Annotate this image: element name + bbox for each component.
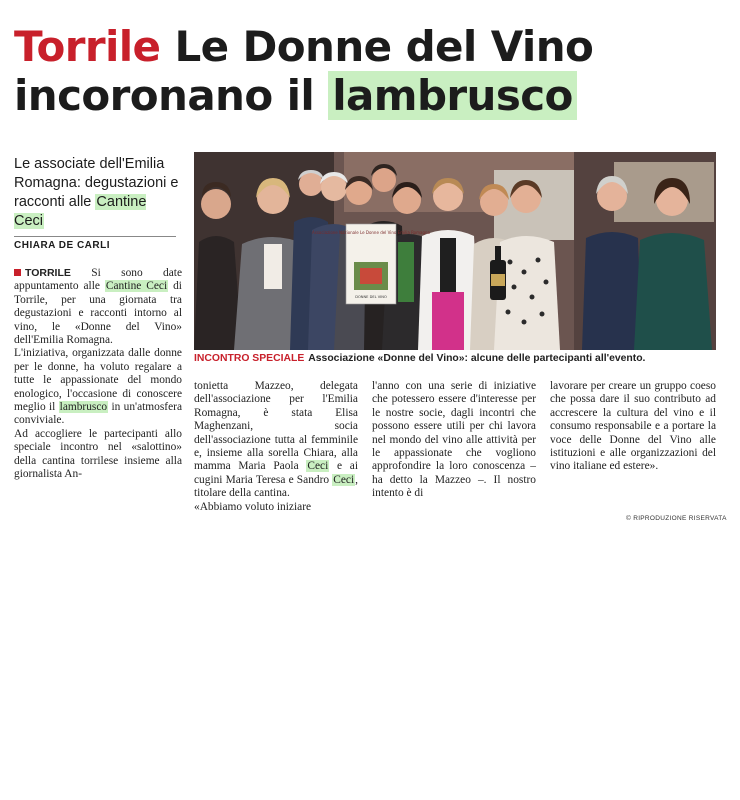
paragraph bbox=[194, 380, 358, 501]
text-run: Si sono date appuntamento alle bbox=[14, 267, 182, 293]
text-run: tonietta Mazzeo, delegata dell'associazione per l'Emilia Romagna, è stata Elisa Maghenzani, socia dell'associazione tutta al femminile e, insieme alla sorella Chiara, alla mamma Maria Paola bbox=[194, 380, 358, 473]
paragraph: l'anno con una serie di iniziative che potessero essere d'interesse per le nostre socie, dagli incontri che possono essere utili per chi lavora nel mondo del vino alle attività per le appassionate che vogliono approfondire la loro conoscenza – ha detto la Mazzeo –. Il nostro intento è di bbox=[372, 380, 536, 500]
dateline: TORRILE bbox=[14, 267, 71, 279]
article-column-3 bbox=[372, 380, 536, 501]
highlight-ceci: Ceci bbox=[333, 473, 355, 486]
headline bbox=[14, 22, 726, 120]
article-column-4 bbox=[550, 380, 716, 474]
highlight-ceci: Ceci bbox=[307, 460, 329, 473]
paragraph bbox=[14, 267, 182, 347]
paragraph: lavorare per creare un gruppo coeso che possa dare il suo contributo ad accrescere la cultura del vino e il consumo responsabile e a portare la voce delle Donne del Vino alle istituzioni e alle organizzazioni del vino italiane ed estere». bbox=[550, 380, 716, 473]
text-run: , titolare della cantina. bbox=[194, 473, 358, 500]
text-run: L'iniziativa, organizzata dalle donne per le donne, ha voluto regalare a tutte le appassionate del mondo enologico, l'occasione di conoscere meglio il bbox=[14, 347, 182, 414]
headline-text: Le Donne del Vino incoronano il bbox=[14, 22, 594, 120]
book-title: Associazione Nazionale Le Donne del Vino Emilia Romagna bbox=[312, 230, 430, 235]
text-run: e ai cugini Maria Teresa e Sandro bbox=[194, 460, 359, 486]
subhead-highlight: Cantine Ceci bbox=[14, 194, 147, 229]
paragraph: Ad accogliere le partecipanti allo speciale incontro nel «salottino» della cantina torrilese insieme alla giornalista An- bbox=[14, 427, 182, 481]
subhead-text: Le associate dell'Emilia Romagna: degustazioni e racconti alle bbox=[14, 156, 179, 210]
text-run: in un'atmosfera conviviale. bbox=[14, 401, 182, 427]
article-column-2 bbox=[194, 380, 358, 514]
copyright-notice: © RIPRODUZIONE RISERVATA bbox=[626, 515, 727, 522]
headline-kicker: Torrile bbox=[14, 22, 161, 71]
caption-text: Associazione «Donne del Vino»: alcune delle partecipanti all'evento. bbox=[308, 353, 646, 364]
highlight-lambrusco: lambrusco bbox=[59, 401, 108, 414]
text-run: di Torrile, per una giornata tra degustazioni e racconti intorno al vino, le «Donne del Vino» dell'Emilia Romagna. bbox=[14, 280, 182, 347]
headline-highlight: lambrusco bbox=[328, 71, 577, 120]
byline: CHIARA DE CARLI bbox=[14, 240, 111, 251]
paragraph: «Abbiamo voluto iniziare bbox=[194, 500, 312, 513]
book-subtitle: DONNE DEL VINO bbox=[355, 295, 387, 299]
photo-caption bbox=[194, 353, 724, 364]
group-photo bbox=[194, 152, 716, 350]
article-column-1 bbox=[14, 267, 182, 482]
paragraph bbox=[14, 347, 182, 427]
highlight-cantine-ceci: Cantine Ceci bbox=[105, 280, 168, 293]
subheadline bbox=[14, 155, 179, 231]
caption-kicker: INCONTRO SPECIALE bbox=[194, 353, 305, 364]
byline-divider bbox=[14, 236, 176, 237]
